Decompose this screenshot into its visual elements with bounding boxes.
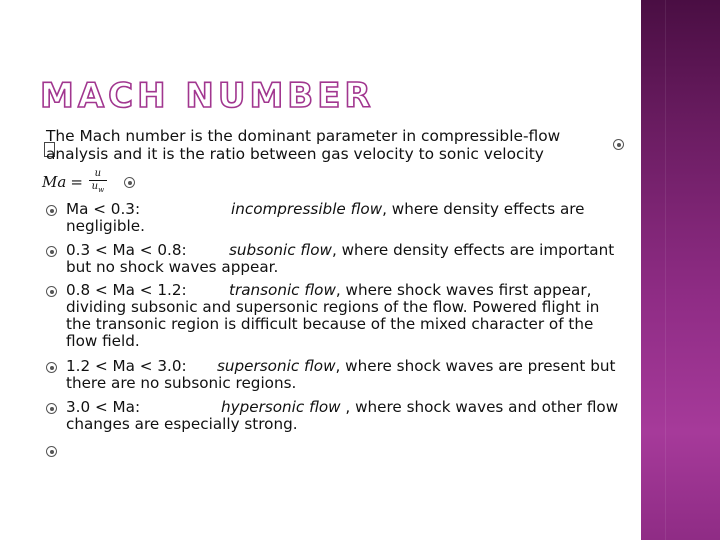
slide-title: MACH NUMBER: [40, 76, 375, 116]
regime-3-desc: transonic flow, where shock waves first appear,: [229, 281, 592, 299]
formula-equals: =: [70, 173, 83, 191]
bullet-icon: [46, 286, 57, 297]
regime-4-cont: there are no subsonic regions.: [66, 374, 297, 392]
regime-5-cont: changes are especially strong.: [66, 415, 298, 433]
formula-fraction: [89, 168, 107, 196]
bullet-icon: [46, 246, 57, 257]
regime-1-desc: incompressible flow, where density effects are: [231, 200, 585, 218]
regime-5-desc: hypersonic flow , where shock waves and other flow: [221, 398, 619, 416]
bullet-icon: [46, 362, 57, 373]
formula-lhs: Ma: [42, 173, 67, 191]
regime-3-range: 0.8 < Ma < 1.2:: [66, 281, 187, 299]
bullet-icon: [46, 446, 57, 457]
bullet-icon: [613, 139, 624, 150]
regime-2-desc: subsonic flow, where density effects are important: [229, 241, 615, 259]
intro-line-1: The Mach number is the dominant parameter in compressible-flow: [46, 127, 561, 145]
formula-denominator-sub: w: [98, 186, 105, 194]
regime-3-cont-1: dividing subsonic and supersonic regions of the flow. Powered flight in: [66, 298, 600, 316]
formula-numerator: u: [94, 168, 102, 179]
bullet-icon: [46, 403, 57, 414]
regime-3-cont-2: the transonic region is difficult because of the mixed character of the: [66, 315, 594, 333]
intro-line-2: analysis and it is the ratio between gas velocity to sonic velocity: [46, 145, 544, 163]
regime-2-cont: but no shock waves appear.: [66, 258, 279, 276]
regime-4-desc: supersonic flow, where shock waves are present but: [217, 357, 616, 375]
sidebar-stripe: [665, 0, 666, 540]
regime-5-range: 3.0 < Ma:: [66, 398, 141, 416]
bullet-icon: [124, 177, 135, 188]
regime-2-range: 0.3 < Ma < 0.8:: [66, 241, 187, 259]
decorative-sidebar: [641, 0, 720, 540]
formula-denominator: $u_w$: [91, 181, 105, 194]
regime-1-range: Ma < 0.3:: [66, 200, 141, 218]
mach-formula: [42, 164, 107, 200]
regime-3-cont-3: flow field.: [66, 332, 140, 350]
regime-4-range: 1.2 < Ma < 3.0:: [66, 357, 187, 375]
bullet-icon: [46, 205, 57, 216]
regime-1-cont: negligible.: [66, 217, 145, 235]
